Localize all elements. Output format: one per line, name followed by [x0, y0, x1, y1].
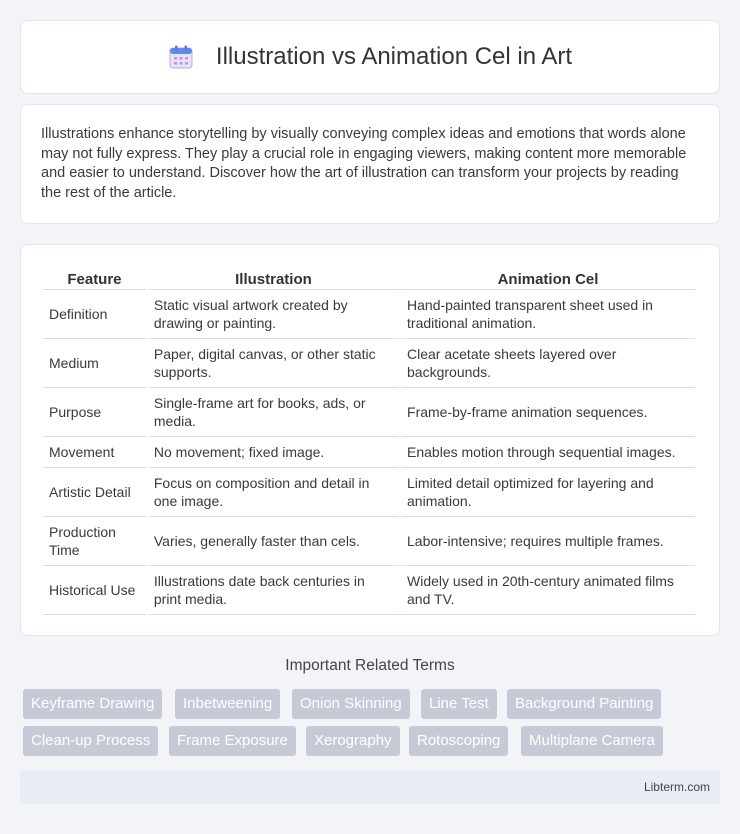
- feature-cell: Artistic Detail: [43, 468, 146, 517]
- feature-cell: Production Time: [43, 517, 146, 566]
- animation-cel-cell: Clear acetate sheets layered over backgrounds.: [401, 339, 695, 388]
- table-row: [43, 468, 695, 517]
- table-row: [43, 517, 695, 566]
- header-illustration: Illustration: [148, 267, 399, 290]
- table-row: [43, 388, 695, 437]
- intro-text: Illustrations enhance storytelling by visually conveying complex ideas and emotions that words alone may not fully express. They play a crucial role in engaging viewers, making content more memorable and easier to understand. Discover how the art of illustration can transform your projects by reading the rest of the article.: [41, 126, 687, 201]
- term-tag-multiplane-camera[interactable]: Multiplane Camera: [521, 726, 663, 756]
- table-row: [43, 290, 695, 339]
- animation-cel-cell: Frame-by-frame animation sequences.: [401, 388, 695, 437]
- term-tag-inbetweening[interactable]: Inbetweening: [175, 689, 280, 719]
- feature-cell: Historical Use: [43, 566, 146, 615]
- illustration-cell: Illustrations date back centuries in print media.: [148, 566, 399, 615]
- animation-cel-cell: Widely used in 20th-century animated films and TV.: [401, 566, 695, 615]
- term-tag-clean-up-process[interactable]: Clean-up Process: [23, 726, 158, 756]
- illustration-cell: Focus on composition and detail in one image.: [148, 468, 399, 517]
- term-tag-onion-skinning[interactable]: Onion Skinning: [292, 689, 410, 719]
- footer: [20, 770, 720, 804]
- animation-cel-cell: Hand-painted transparent sheet used in traditional animation.: [401, 290, 695, 339]
- illustration-cell: Varies, generally faster than cels.: [148, 517, 399, 566]
- term-tag-line-test[interactable]: Line Test: [421, 689, 497, 719]
- comparison-card: [20, 244, 720, 636]
- illustration-cell: Single-frame art for books, ads, or media.: [148, 388, 399, 437]
- animation-cel-cell: Limited detail optimized for layering and animation.: [401, 468, 695, 517]
- feature-cell: Definition: [43, 290, 146, 339]
- table-row: [43, 437, 695, 468]
- feature-cell: Movement: [43, 437, 146, 468]
- feature-cell: Purpose: [43, 388, 146, 437]
- term-tag-background-painting[interactable]: Background Painting: [507, 689, 661, 719]
- intro-card: [20, 104, 720, 224]
- feature-cell: Medium: [43, 339, 146, 388]
- animation-cel-cell: Enables motion through sequential images.: [401, 437, 695, 468]
- page-title: Illustration vs Animation Cel in Art: [215, 43, 573, 70]
- term-tag-rotoscoping[interactable]: Rotoscoping: [409, 726, 508, 756]
- term-tag-xerography[interactable]: Xerography: [306, 726, 400, 756]
- term-tag-keyframe-drawing[interactable]: Keyframe Drawing: [23, 689, 162, 719]
- calendar-icon: [168, 44, 194, 70]
- table-row: [43, 566, 695, 615]
- comparison-table: [41, 267, 697, 615]
- header-card: [20, 20, 720, 94]
- header-feature: Feature: [43, 267, 146, 290]
- related-terms-title: Important Related Terms: [285, 657, 455, 674]
- footer-site-link[interactable]: Libterm.com: [643, 780, 710, 794]
- animation-cel-cell: Labor-intensive; requires multiple frames.: [401, 517, 695, 566]
- header-animation-cel: Animation Cel: [401, 267, 695, 290]
- table-row: [43, 339, 695, 388]
- term-tag-frame-exposure[interactable]: Frame Exposure: [169, 726, 296, 756]
- illustration-cell: Static visual artwork created by drawing or painting.: [148, 290, 399, 339]
- illustration-cell: No movement; fixed image.: [148, 437, 399, 468]
- illustration-cell: Paper, digital canvas, or other static supports.: [148, 339, 399, 388]
